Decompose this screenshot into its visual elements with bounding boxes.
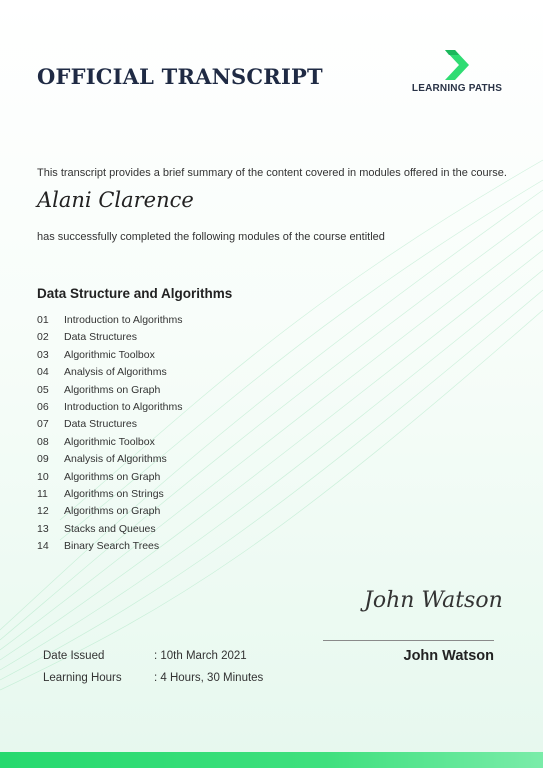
module-name: Algorithmic Toolbox — [64, 348, 155, 361]
logo-text: LEARNING PATHS — [411, 83, 503, 94]
module-name: Algorithms on Graph — [64, 470, 161, 483]
module-number: 01 — [37, 314, 49, 326]
date-issued-value: : 10th March 2021 — [154, 650, 247, 662]
module-item — [37, 312, 182, 329]
recipient-name: Alani Clarence — [37, 188, 194, 212]
module-list — [37, 312, 182, 555]
module-item — [37, 382, 182, 399]
module-number: 06 — [37, 400, 49, 413]
module-number: 08 — [37, 435, 49, 448]
module-item — [37, 451, 182, 468]
issue-details — [43, 649, 263, 693]
module-name: Introduction to Algorithms — [64, 314, 183, 326]
module-number: 04 — [37, 366, 49, 379]
module-number: 02 — [37, 331, 49, 344]
module-name: Analysis of Algorithms — [64, 366, 167, 379]
date-issued-label: Date Issued — [43, 650, 105, 662]
module-number: 14 — [37, 540, 49, 553]
signatory-name: John Watson — [403, 648, 494, 664]
module-name: Algorithms on Strings — [64, 487, 164, 500]
module-number: 05 — [37, 383, 49, 396]
module-number: 12 — [37, 505, 49, 518]
module-number: 13 — [37, 522, 49, 535]
completion-text: has successfully completed the following modules of the course entitled — [37, 231, 385, 243]
module-item — [37, 503, 182, 520]
document-title: OFFICIAL TRANSCRIPT — [37, 64, 323, 89]
module-item — [37, 434, 182, 451]
module-name: Data Structures — [64, 331, 137, 344]
learning-hours-label: Learning Hours — [43, 672, 122, 684]
brand-logo — [411, 50, 503, 94]
module-number: 07 — [37, 418, 49, 431]
chevron-logo-icon — [443, 50, 471, 80]
module-item — [37, 538, 182, 555]
module-name: Data Structures — [64, 418, 137, 431]
module-name: Algorithms on Graph — [64, 383, 161, 396]
course-title: Data Structure and Algorithms — [37, 286, 233, 301]
module-item — [37, 364, 182, 381]
footer-accent-bar — [0, 752, 543, 768]
module-item — [37, 469, 182, 486]
module-number: 10 — [37, 470, 49, 483]
learning-hours-row — [43, 671, 263, 693]
intro-text: This transcript provides a brief summary of the content covered in modules offered in the course. — [37, 167, 507, 179]
module-name: Algorithms on Graph — [64, 505, 161, 518]
date-issued-row — [43, 649, 263, 671]
module-name: Analysis of Algorithms — [64, 453, 167, 466]
module-item — [37, 329, 182, 346]
module-item — [37, 416, 182, 433]
module-name: Stacks and Queues — [64, 522, 156, 535]
module-number: 09 — [37, 453, 49, 466]
module-item — [37, 399, 182, 416]
module-item — [37, 486, 182, 503]
module-name: Introduction to Algorithms — [64, 400, 183, 413]
module-number: 03 — [37, 348, 49, 361]
signature-line — [323, 640, 494, 641]
handwritten-signature: John Watson — [364, 588, 503, 613]
module-item — [37, 521, 182, 538]
module-name: Binary Search Trees — [64, 540, 160, 553]
learning-hours-value: : 4 Hours, 30 Minutes — [154, 672, 264, 684]
module-item — [37, 347, 182, 364]
module-number: 11 — [37, 487, 48, 500]
module-name: Algorithmic Toolbox — [64, 435, 155, 448]
